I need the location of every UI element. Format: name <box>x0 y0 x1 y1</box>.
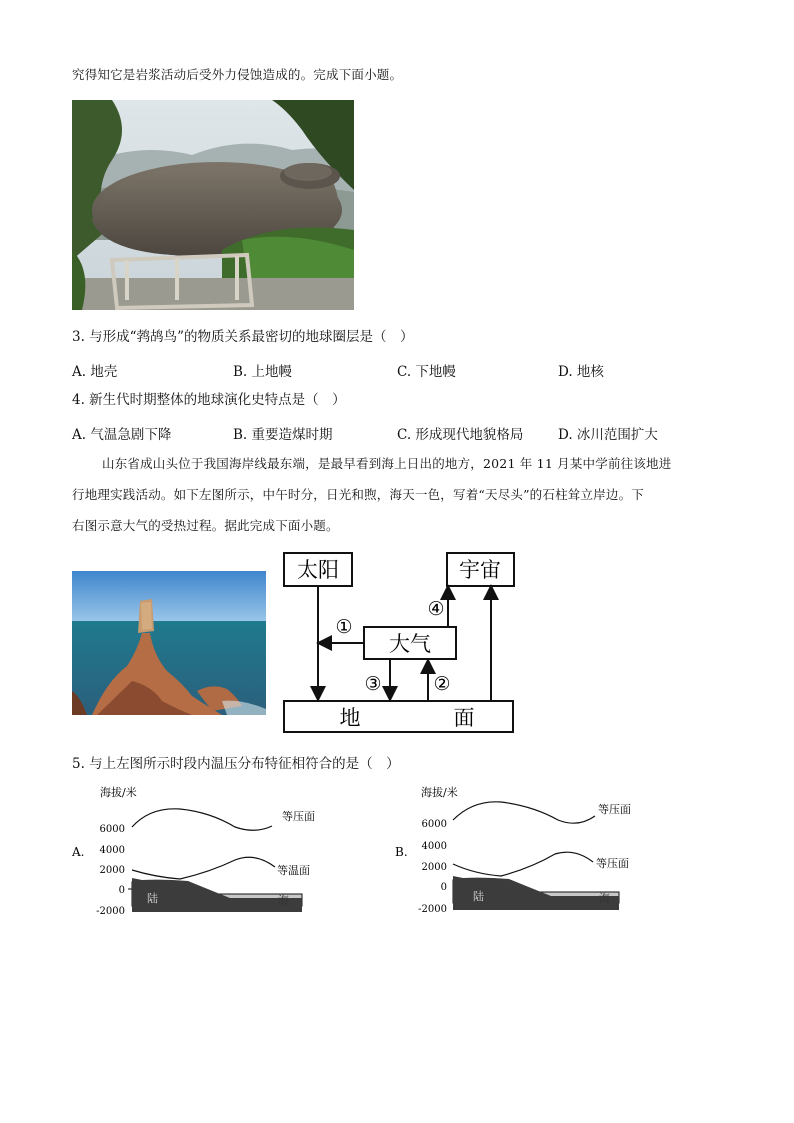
marker-1: ① <box>335 616 353 638</box>
marker-2: ② <box>433 673 451 695</box>
chart-b-sea-label: 海 <box>599 892 610 905</box>
question-5-stem: 5. 与上左图所示时段内温压分布特征相符合的是（ ） <box>72 756 400 772</box>
question-4-stem: 4. 新生代时期整体的地球演化史特点是（ ） <box>72 392 346 408</box>
q4-option-a[interactable]: A. 气温急剧下降 <box>72 427 172 443</box>
marker-4: ④ <box>427 598 445 620</box>
chart-b-land-label: 陆 <box>473 890 484 903</box>
passage-line-1: 山东省成山头位于我国海岸线最东端，是最早看到海上日出的地方，2021 年 11 月某中学前往该地进 <box>102 456 672 471</box>
chart-a-tick-6000: 6000 <box>99 824 125 835</box>
q3-option-d[interactable]: D. 地核 <box>558 364 604 380</box>
chart-b-ylabel: 海拔/米 <box>421 786 458 799</box>
chart-a-tick-2000: 2000 <box>99 865 125 876</box>
ground-label-left: 地 <box>339 706 361 730</box>
chart-b-option-label: B. <box>395 845 408 859</box>
atmosphere-heating-diagram <box>282 550 522 736</box>
coast-photo <box>72 571 266 715</box>
sun-label: 太阳 <box>297 558 339 582</box>
chart-b-tick-4000: 4000 <box>421 841 447 852</box>
atmosphere-label: 大气 <box>389 632 431 656</box>
chart-b[interactable] <box>393 782 653 922</box>
q4-option-d[interactable]: D. 冰川范围扩大 <box>558 427 658 443</box>
q3-option-c[interactable]: C. 下地幔 <box>397 364 456 380</box>
chart-a-upper-line-label: 等压面 <box>282 810 315 823</box>
ground-box <box>284 701 513 732</box>
chart-a-lower-line-label: 等温面 <box>277 864 310 877</box>
chart-a[interactable] <box>70 782 330 922</box>
chart-b-upper-line <box>453 802 595 823</box>
chart-a-lower-line <box>132 857 275 879</box>
marker-3: ③ <box>364 673 382 695</box>
ground-label-right: 面 <box>453 706 475 730</box>
chart-b-tick-2000: 2000 <box>421 862 447 873</box>
chart-a-land-label: 陆 <box>147 892 158 905</box>
q4-option-b[interactable]: B. 重要造煤时期 <box>233 427 333 443</box>
chart-b-upper-line-label: 等压面 <box>598 803 631 816</box>
passage-line-2: 行地理实践活动。如下左图所示，中午时分，日光和煦，海天一色，写着“天尽头”的石柱耸立岸边。下 <box>72 487 644 502</box>
chart-a-tick-4000: 4000 <box>99 845 125 856</box>
chart-b-tick-0: 0 <box>440 882 447 893</box>
intro-text: 究得知它是岩浆活动后受外力侵蚀造成的。完成下面小题。 <box>72 67 403 82</box>
q3-option-b[interactable]: B. 上地幔 <box>233 364 293 380</box>
chart-a-sea-label: 海 <box>278 894 289 907</box>
chart-a-upper-line <box>132 809 272 830</box>
chart-a-tick-neg2000: -2000 <box>96 906 125 917</box>
q4-option-c[interactable]: C. 形成现代地貌格局 <box>397 427 524 443</box>
rock-photo <box>72 100 354 310</box>
passage-line-3: 右图示意大气的受热过程。据此完成下面小题。 <box>72 518 339 533</box>
chart-a-tick-0: 0 <box>118 885 125 896</box>
q3-option-a[interactable]: A. 地壳 <box>72 364 118 380</box>
chart-b-tick-neg2000: -2000 <box>418 904 447 915</box>
chart-b-tick-6000: 6000 <box>421 819 447 830</box>
chart-b-lower-line <box>453 852 593 876</box>
space-label: 宇宙 <box>459 558 501 582</box>
chart-b-lower-line-label: 等压面 <box>596 857 629 870</box>
chart-a-ylabel: 海拔/米 <box>100 786 137 799</box>
chart-a-option-label: A. <box>72 845 85 859</box>
question-3-stem: 3. 与形成“鹁鸪鸟”的物质关系最密切的地球圈层是（ ） <box>72 329 414 345</box>
